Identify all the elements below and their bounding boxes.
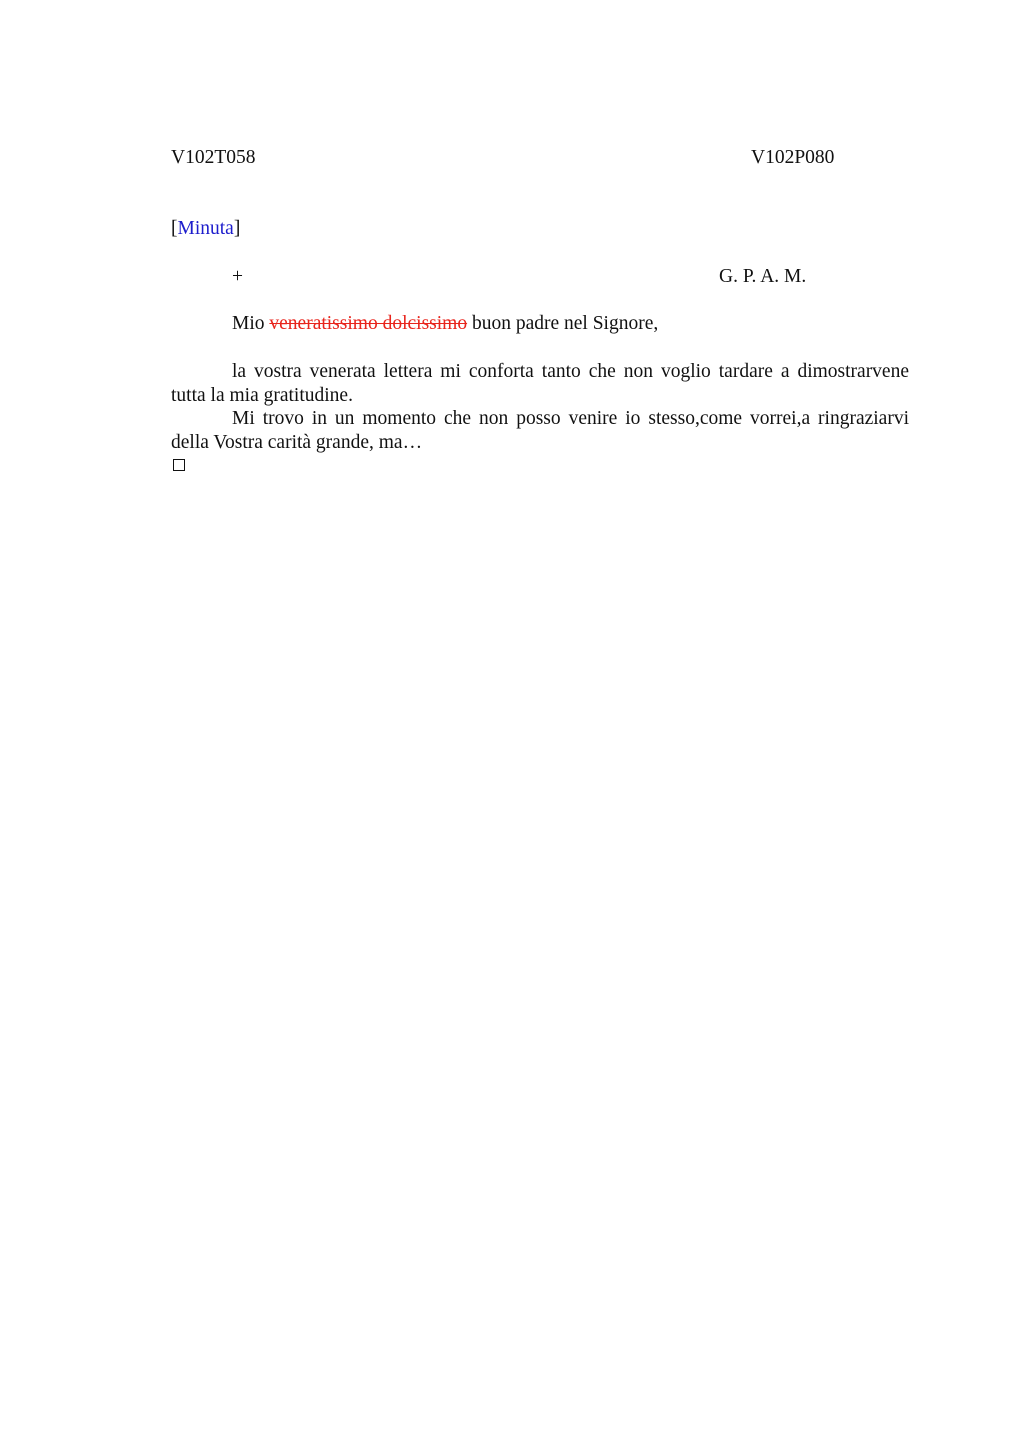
- body-paragraph: Mi trovo in un momento che non posso venire io stesso,come vorrei,a ringraziarvi della Vostra carità grande, ma…: [171, 408, 909, 453]
- document-code-right: V102P080: [751, 147, 835, 168]
- body-paragraph: la vostra venerata lettera mi conforta tanto che non voglio tardare a dimostrarvene tutta la mia gratitudine.: [171, 361, 909, 406]
- struck-through-text: veneratissimo dolcissimo: [269, 313, 468, 334]
- salutation-end: buon padre nel Signore,: [467, 313, 659, 334]
- salutation-line: [232, 312, 658, 336]
- cross-symbol: +: [232, 266, 243, 287]
- close-bracket: ]: [233, 218, 241, 239]
- initials-gpam: G. P. A. M.: [719, 266, 807, 287]
- open-bracket: [: [171, 218, 178, 239]
- empty-square-icon: [173, 459, 185, 471]
- salutation-start: Mio: [232, 313, 270, 334]
- document-code-left: V102T058: [171, 147, 256, 168]
- minuta-label: Minuta: [177, 218, 234, 239]
- minuta-note: [171, 217, 240, 241]
